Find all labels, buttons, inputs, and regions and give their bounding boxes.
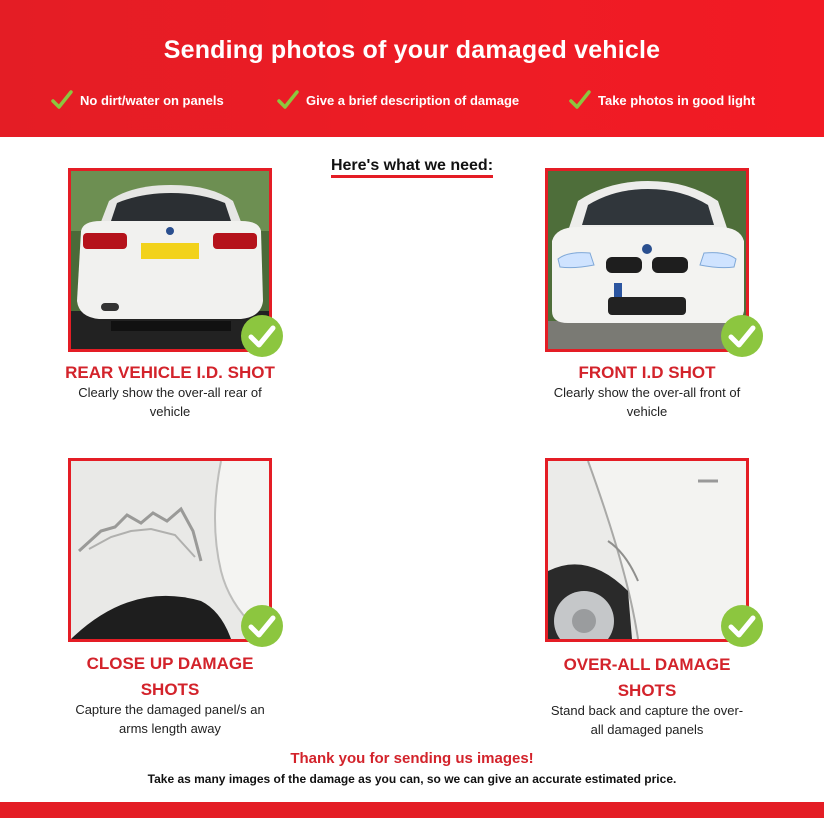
- checkmark-icon: [568, 88, 592, 112]
- checkmark-icon: [276, 88, 300, 112]
- over-all-damage-image: [548, 461, 746, 639]
- front-shot-desc-1: Clearly show the over-all front of: [553, 385, 741, 400]
- check-badge-icon: [720, 604, 764, 648]
- over-all-desc-2: all damaged panels: [590, 722, 704, 737]
- tip-label: No dirt/water on panels: [80, 92, 224, 108]
- close-up-desc-1: Capture the damaged panel/s an: [75, 702, 265, 717]
- tip-description: [276, 88, 519, 112]
- footer-bar: [0, 802, 824, 818]
- check-badge-icon: [720, 314, 764, 358]
- tip-good-light: [568, 88, 755, 112]
- check-badge-icon: [240, 314, 284, 358]
- estimate-note: Take as many images of the damage as you can, so we can give an accurate estimated price.: [147, 772, 677, 786]
- rear-shot-desc-2: vehicle: [149, 404, 191, 419]
- over-all-title-1: OVER-ALL DAMAGE: [563, 655, 731, 674]
- front-shot-title: FRONT I.D SHOT: [578, 363, 716, 382]
- over-all-title-2: SHOTS: [617, 681, 677, 700]
- close-up-title-2: SHOTS: [140, 680, 200, 699]
- close-up-desc-2: arms length away: [119, 721, 221, 736]
- page-title: Sending photos of your damaged vehicle: [163, 36, 661, 64]
- thank-you-text: Thank you for sending us images!: [290, 750, 534, 767]
- section-heading-text: Here's what we need:: [331, 157, 493, 178]
- header-banner: [0, 0, 824, 137]
- close-up-title-1: CLOSE UP DAMAGE: [86, 654, 254, 673]
- tip-label: Give a brief description of damage: [306, 92, 520, 108]
- over-all-photo: [545, 458, 749, 642]
- rear-shot-title: REAR VEHICLE I.D. SHOT: [65, 363, 275, 382]
- front-photo: [545, 168, 749, 352]
- rear-shot-desc-1: Clearly show the over-all rear of: [78, 385, 262, 400]
- front-car-image: [548, 171, 746, 349]
- checkmark-icon: [50, 88, 74, 112]
- check-badge-icon: [240, 604, 284, 648]
- tip-label: Take photos in good light: [598, 92, 756, 108]
- front-shot-desc-2: vehicle: [626, 404, 668, 419]
- tip-no-dirt: [50, 88, 224, 112]
- over-all-desc-1: Stand back and capture the over-: [550, 703, 744, 718]
